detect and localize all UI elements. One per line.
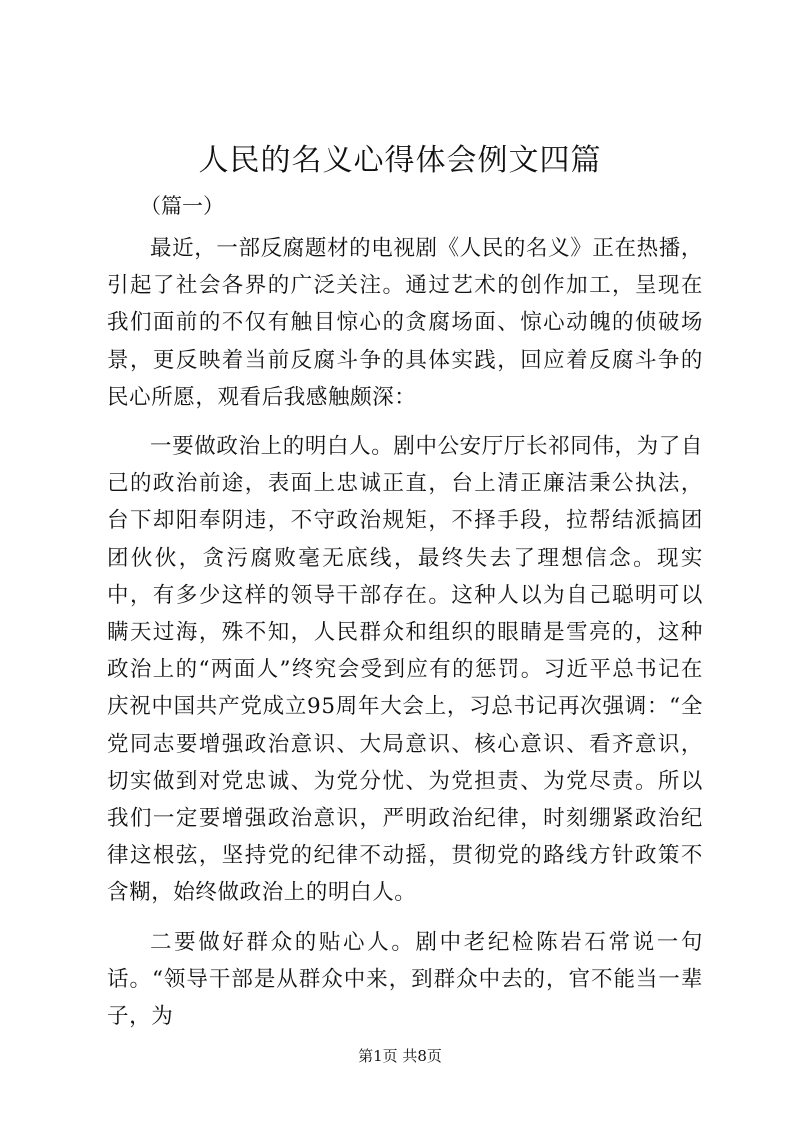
paragraph-point-two: 二要做好群众的贴心人。剧中老纪检陈岩石常说一句话。“领导干部是从群众中来，到群众中去的，官不能当一辈子，为 (107, 929, 703, 1030)
document-title: 人民的名义心得体会例文四篇 (198, 143, 602, 178)
section-label: （篇一） (140, 194, 224, 218)
paragraph-intro: 最近，一部反腐题材的电视剧《人民的名义》正在热播，引起了社会各界的广泛关注。通过艺术的创作加工，呈现在我们面前的不仅有触目惊心的贪腐场面、惊心动魄的侦破场景，更反映着当前反腐斗争的具体实践，回应着反腐斗争的民心所愿，观看后我感触颇深： (107, 236, 703, 410)
page-footer: 第1页 共8页 (358, 1047, 442, 1065)
paragraph-point-one: 一要做政治上的明白人。剧中公安厅厅长祁同伟，为了自己的政治前途，表面上忠诚正直，台上清正廉洁秉公执法，台下却阳奉阴违，不守政治规矩，不择手段，拉帮结派搞团团伙伙，贪污腐败毫无底线，最终失去了理想信念。现实中，有多少这样的领导干部存在。这种人以为自己聪明可以瞒天过海，殊不知，人民群众和组织的眼睛是雪亮的，这种政治上的“两面人”终究会受到应有的惩罚。习近平总书记在庆祝中国共产党成立95周年大会上，习总书记再次强调：“全党同志要增强政治意识、大局意识、核心意识、看齐意识，切实做到对党忠诚、为党分忧、为党担责、为党尽责。所以我们一定要增强政治意识，严明政治纪律，时刻绷紧政治纪律这根弦，坚持党的纪律不动摇，贯彻党的路线方针政策不含糊，始终做政治上的明白人。 (107, 434, 703, 906)
document-body (107, 230, 703, 1047)
